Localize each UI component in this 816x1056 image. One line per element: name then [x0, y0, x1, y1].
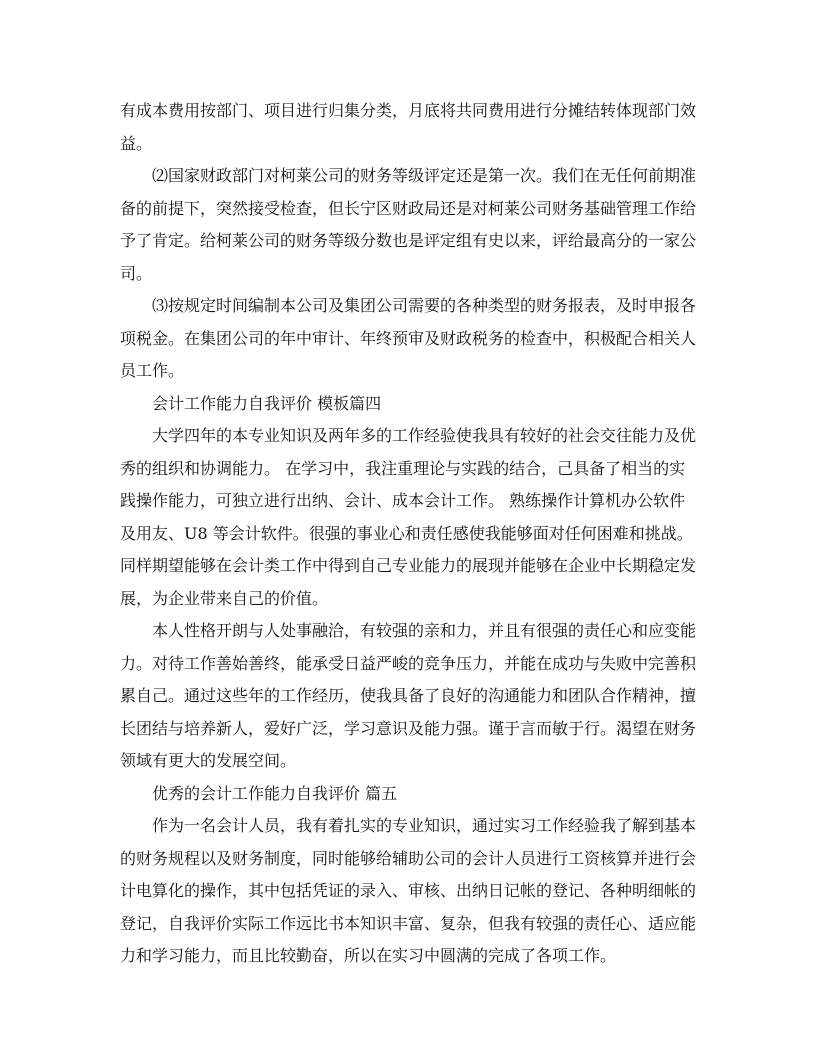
paragraph-university-experience: 大学四年的本专业知识及两年多的工作经验使我具有较好的社会交往能力及优秀的组织和协调能力。 在学习中，我注重理论与实践的结合，己具备了相当的实践操作能力，可独立进行出纳、会计、成本会计工作。 熟练操作计算机办公软件及用友、U8 等会计软件。很强的事业心和责任感使我能够面对任何困难和挑战。同样期望能够在会计类工作中得到自己专业能力的展现并能够在企业中长期稳定发展，为企业带来自己的价值。 — [120, 426, 697, 608]
paragraph-continuation: 有成本费用按部门、项目进行归集分类，月底将共同费用进行分摊结转体现部门效益。 — [120, 101, 697, 153]
paragraph-finance-rating: ⑵国家财政部门对柯莱公司的财务等级评定还是第一次。我们在无任何前期准备的前提下，突然接受检查，但长宁区财政局还是对柯莱公司财务基础管理工作给予了肯定。给柯莱公司的财务等级分数也是评定组有史以来，评给最高分的一家公司。 — [120, 166, 697, 283]
paragraph-financial-reports: ⑶按规定时间编制本公司及集团公司需要的各种类型的财务报表，及时申报各项税金。在集团公司的年中审计、年终预审及财政税务的检查中，积极配合相关人员工作。 — [120, 296, 697, 380]
paragraph-personality: 本人性格开朗与人处事融洽，有较强的亲和力，并且有很强的责任心和应变能力。对待工作善始善终，能承受日益严峻的竞争压力，并能在成功与失败中完善积累自己。通过这些年的工作经历，使我具备了良好的沟通能力和团队合作精神，擅长团结与培养新人，爱好广泛，学习意识及能力强。谨于言而敏于行。渴望在财务领域有更大的发展空间。 — [120, 621, 697, 770]
paragraph-accounting-staff: 作为一名会计人员，我有着扎实的专业知识，通过实习工作经验我了解到基本的财务规程以及财务制度，同时能够给辅助公司的会计人员进行工资核算并进行会计电算化的操作，其中包括凭证的录入、审核、出纳日记帐的登记、各种明细帐的登记，自我评价实际工作远比书本知识丰富、复杂，但我有较强的责任心、适应能力和学习能力，而且比较勤奋，所以在实习中圆满的完成了各项工作。 — [120, 816, 697, 965]
section-heading-part-five: 优秀的会计工作能力自我评价 篇五 — [152, 783, 398, 803]
section-heading-part-four: 会计工作能力自我评价 模板篇四 — [152, 393, 382, 413]
document-body — [120, 95, 696, 973]
